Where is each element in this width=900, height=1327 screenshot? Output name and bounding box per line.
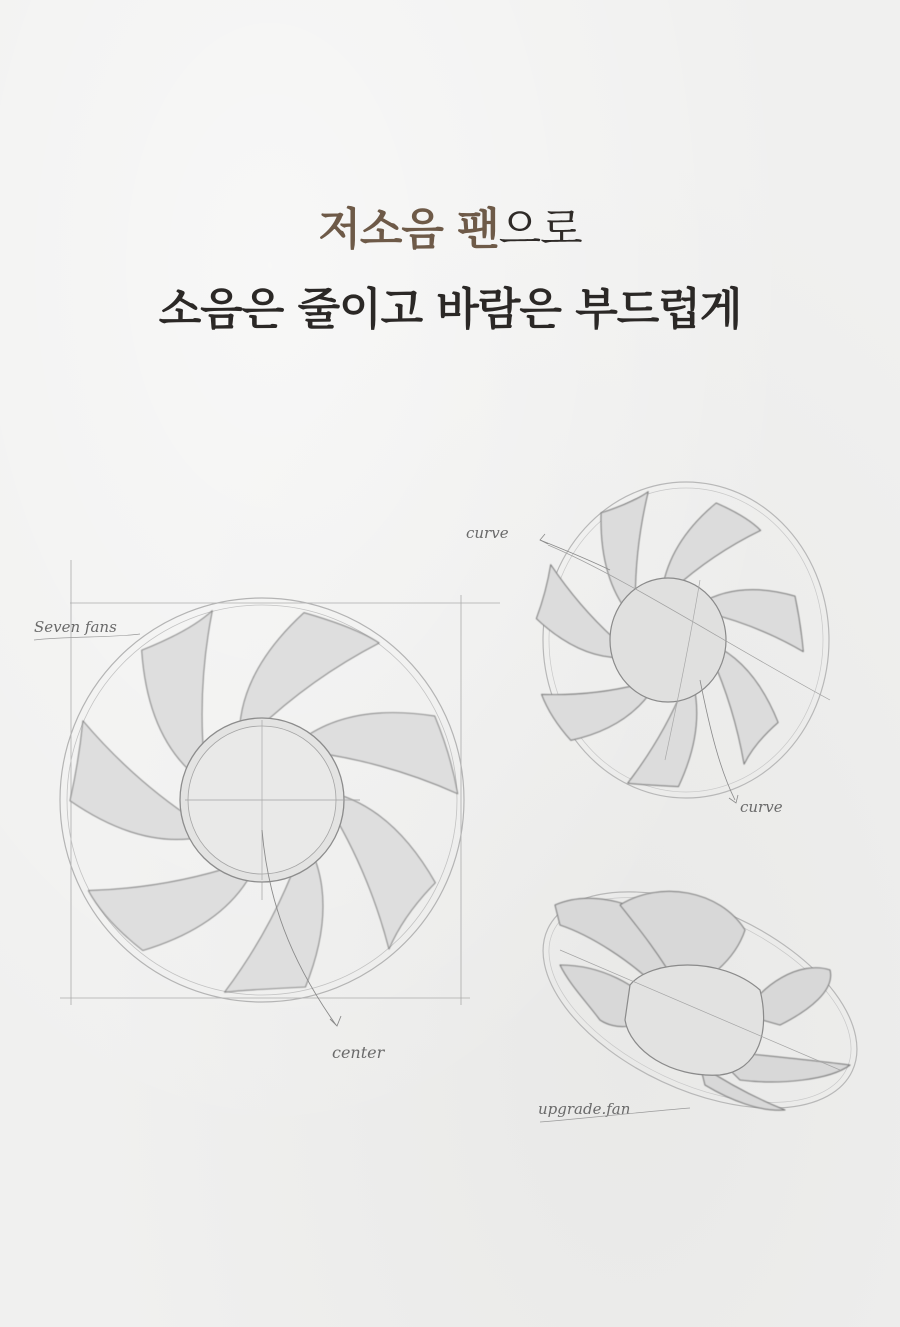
angled-fan-sketch	[466, 482, 830, 816]
curve-bottom-annotation: curve	[740, 798, 783, 816]
headline-accent: 저소음 팬	[318, 204, 499, 255]
seven-fans-annotation: Seven fans	[34, 618, 117, 636]
headline-rest: 으로	[498, 204, 582, 255]
curve-top-annotation: curve	[466, 524, 509, 542]
center-annotation: center	[332, 1043, 385, 1062]
fan-blade	[662, 503, 761, 590]
perspective-fan-sketch	[510, 847, 891, 1152]
upgrade-fan-annotation: upgrade.fan	[538, 1100, 631, 1118]
headline-line-2: 소음은 줄이고 바람은 부드럽게	[158, 284, 742, 335]
fan-blade	[88, 865, 253, 950]
large-fan-sketch	[34, 560, 500, 1062]
